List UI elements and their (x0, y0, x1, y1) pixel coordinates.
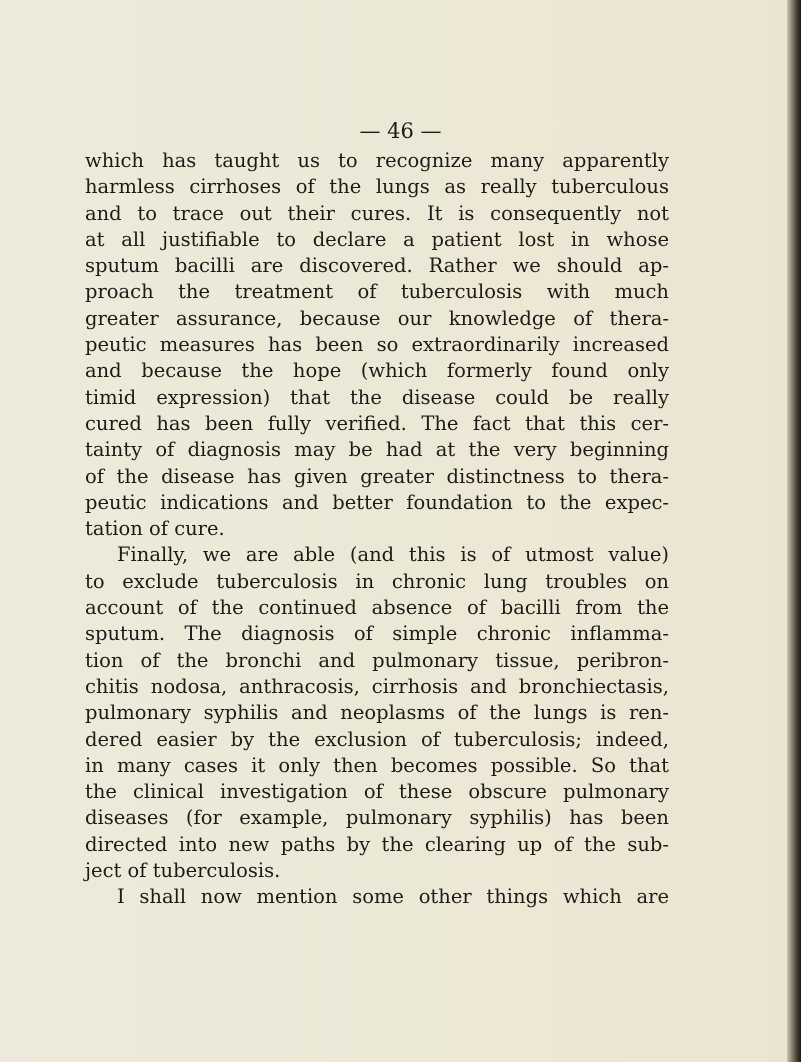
text-line: diseases (for example, pulmonary syphilis) has been (85, 806, 669, 830)
text-line: dered easier by the exclusion of tuberculosis; indeed, (85, 727, 669, 751)
text-line: peutic measures has been so extraordinarily increased (85, 333, 669, 357)
text-line: I shall now mention some other things which are (117, 885, 669, 909)
text-line: to exclude tuberculosis in chronic lung troubles on (85, 569, 669, 593)
text-line: tion of the bronchi and pulmonary tissue, peribron- (85, 648, 669, 672)
text-line: pulmonary syphilis and neoplasms of the lungs is ren- (85, 701, 669, 725)
text-line: proach the treatment of tuberculosis with much (85, 280, 669, 304)
body-text (85, 148, 669, 911)
text-line: account of the continued absence of bacilli from the (85, 596, 669, 620)
text-line: sputum bacilli are discovered. Rather we should ap- (85, 254, 669, 278)
text-line: tation of cure. (85, 517, 225, 541)
text-line: timid expression) that the disease could be really (85, 385, 669, 409)
text-line: directed into new paths by the clearing up of the sub- (85, 832, 669, 856)
text-line: and because the hope (which formerly found only (85, 359, 669, 383)
page-binding-edge (787, 0, 801, 1062)
text-line: and to trace out their cures. It is consequently not (85, 201, 669, 225)
text-line: which has taught us to recognize many apparently (85, 149, 669, 172)
text-line: ject of tuberculosis. (85, 859, 281, 883)
text-line: harmless cirrhoses of the lungs as really tuberculous (85, 175, 669, 199)
text-line: in many cases it only then becomes possible. So that (85, 753, 669, 777)
text-line: cured has been fully verified. The fact that this cer- (85, 411, 669, 435)
text-line: the clinical investigation of these obscure pulmonary (85, 780, 669, 804)
text-line: sputum. The diagnosis of simple chronic inflamma- (85, 622, 669, 646)
page-number: — 46 — (359, 119, 442, 143)
text-line: greater assurance, because our knowledge of thera- (85, 306, 669, 330)
text-line: of the disease has given greater distinctness to thera- (85, 464, 669, 488)
text-line: at all justifiable to declare a patient lost in whose (85, 227, 669, 251)
text-line: peutic indications and better foundation to the expec- (85, 490, 669, 514)
text-line: tainty of diagnosis may be had at the very beginning (85, 438, 669, 462)
text-line: chitis nodosa, anthracosis, cirrhosis and bronchiectasis, (85, 674, 669, 698)
text-line: Finally, we are able (and this is of utmost value) (117, 543, 669, 567)
